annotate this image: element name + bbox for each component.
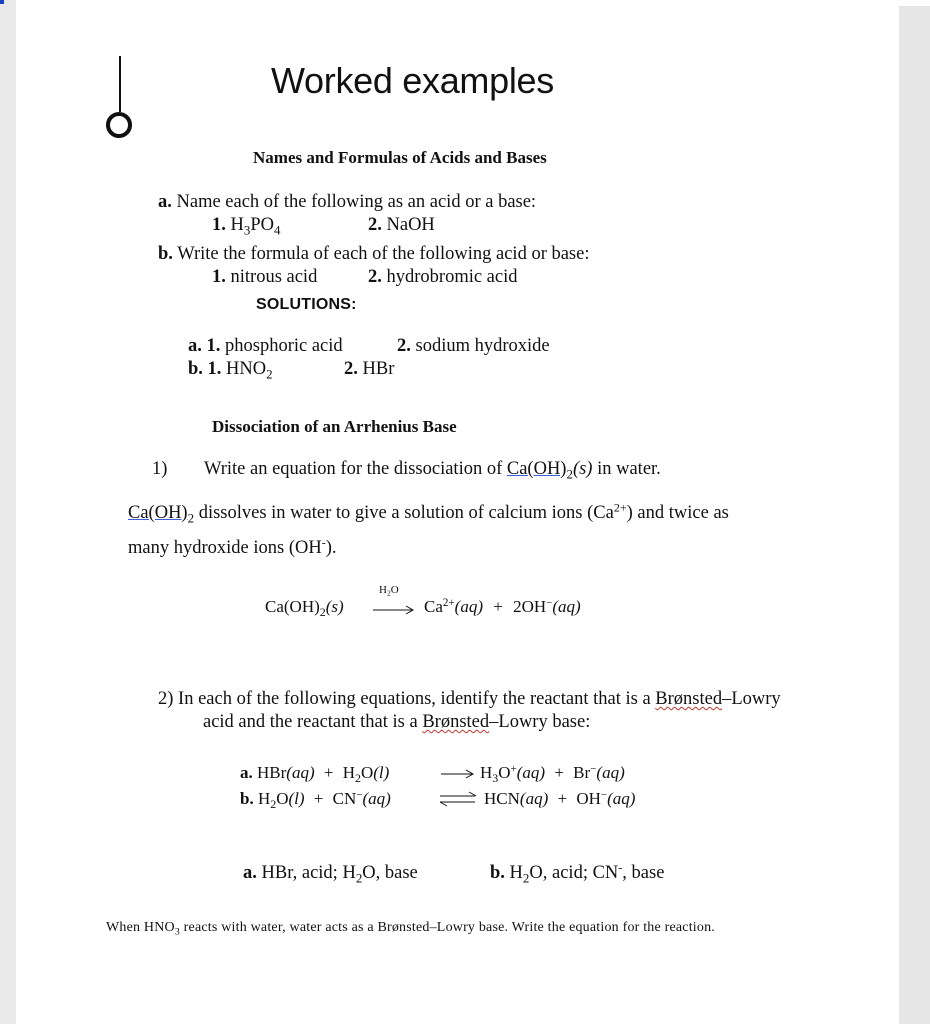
pin-handle-icon[interactable] (100, 56, 136, 146)
answer-2b: b. $H_2O$, acid; CN-, base (490, 860, 665, 886)
question-b-item-2: 2. hydrobromic acid (368, 267, 518, 287)
equation-b-reactants: b. $H_2O(l) + CN^-(aq)$ (240, 788, 391, 812)
reaction-arrow-icon (372, 604, 416, 616)
answer-b-1: b. 1. $HNO_2$ (188, 359, 273, 382)
answer-a-1: a. 1. phosphoric acid (188, 336, 343, 356)
section-heading-names-formulas: Names and Formulas of Acids and Bases (253, 148, 547, 167)
question-2-line-1: 2) In each of the following equations, identify the reactant that is a Brønsted–Lowry (158, 689, 781, 709)
question-a: a. Name each of the following as an acid or a base: (158, 192, 537, 212)
explanation-line-1: $Ca(OH)_2$ dissolves in water to give a solution of calcium ions $(Ca^{2+})$ and twice as (128, 500, 729, 526)
equation-a-products: $H_3O^+(aq) + Br^-(aq)$ (480, 762, 625, 786)
page-title: Worked examples (271, 60, 554, 101)
question-a-item-2: 2. NaOH (368, 215, 435, 235)
explanation-line-2: many hydroxide ions (OH-). (128, 535, 337, 558)
section-heading-arrhenius: Dissociation of an Arrhenius Base (212, 417, 457, 436)
equation-b-products: HCN(aq) + OH−(aq) (484, 788, 636, 808)
equilibrium-arrow-icon (438, 791, 478, 807)
right-scrollbar[interactable] (899, 6, 930, 1024)
answer-a-2: 2. sodium hydroxide (397, 336, 550, 356)
equation-right: $Ca^{2+}(aq) + 2OH^-(aq)$ (424, 596, 581, 616)
answer-b-2: 2. HBr (344, 359, 395, 379)
arrow-label-water: $H_2O$ (379, 584, 399, 598)
equation-left: $Ca(OH)_2(s)$ (265, 597, 344, 620)
solutions-label: SOLUTIONS: (256, 296, 357, 313)
left-gutter (0, 0, 16, 1024)
question-a-item-1: 1. $H_3PO_4$ (212, 215, 281, 238)
equation-a-arrow-icon (440, 768, 476, 780)
equation-a-reactants: a. $HBr(aq) + H_2O(l)$ (240, 763, 390, 786)
question-2-line-2: acid and the reactant that is a Brønsted–Lowry base: (203, 712, 591, 732)
footer-question: When $HNO_3$ reacts with water, water acts as a Brønsted–Lowry base. Write the equation for the reaction. (106, 920, 715, 938)
question-b: b. Write the formula of each of the following acid or base: (158, 244, 590, 264)
corner-marker (0, 0, 4, 4)
question-1-number: 1) (152, 459, 168, 479)
answer-2a: a. HBr, acid; $H_2O$, base (243, 863, 418, 886)
question-b-item-1: 1. nitrous acid (212, 267, 318, 287)
question-1-text: Write an equation for the dissociation of $Ca(OH)_2(s)$ in water. (204, 459, 661, 482)
